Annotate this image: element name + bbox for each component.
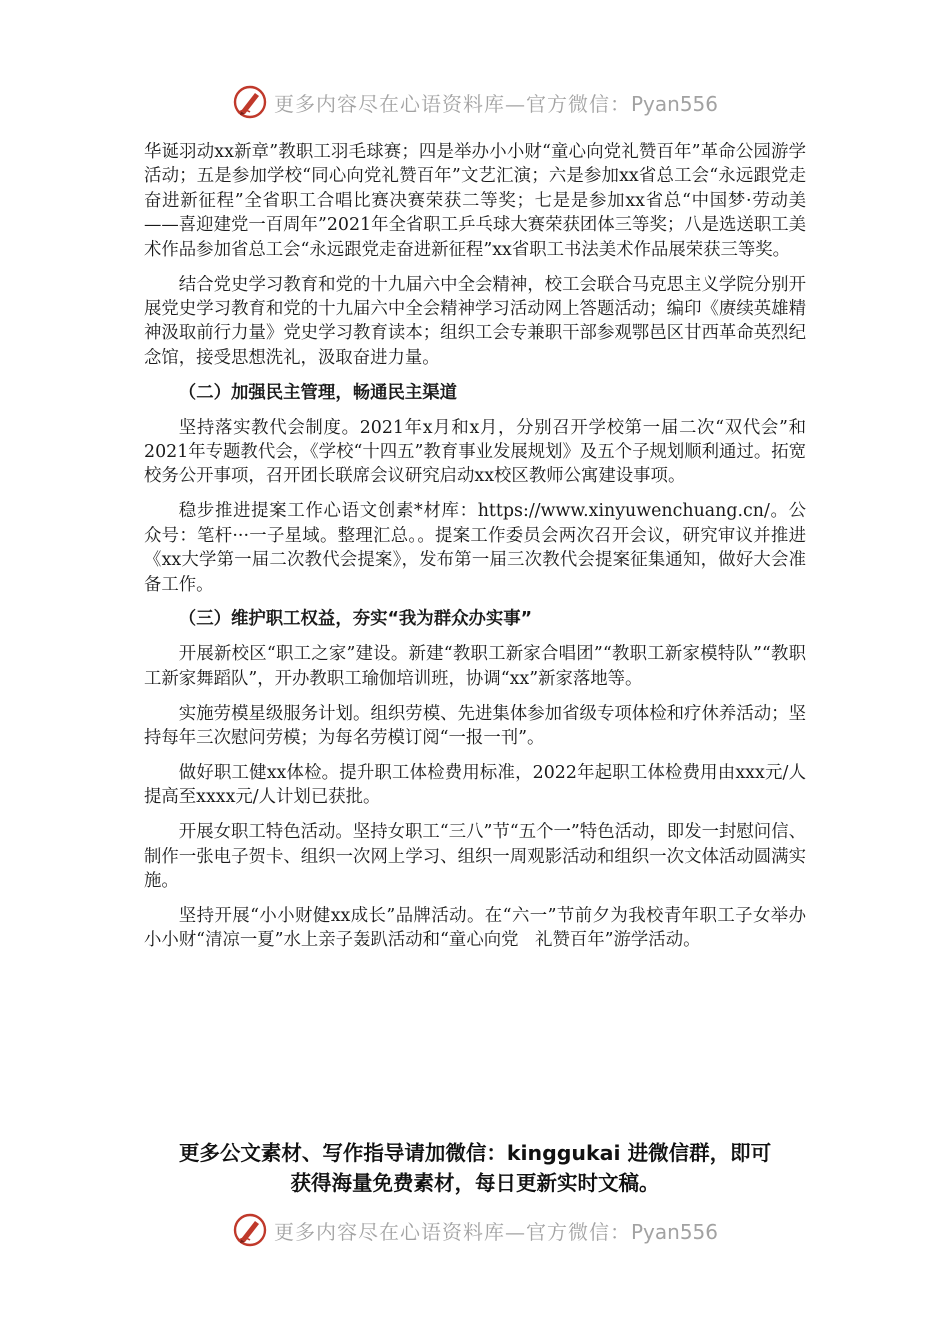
watermark-wechat-id: Pyan556 (630, 91, 718, 116)
section-heading-rights: （三）维护职工权益，夯实“我为群众办实事” (178, 609, 533, 630)
pen-logo-icon (232, 1212, 268, 1248)
document-body (144, 140, 806, 963)
footer-promo-note (100, 1138, 850, 1198)
watermark-text (274, 1216, 718, 1245)
paragraph-health-check: 做好职工健xx体检。提升职工体检费用标准，2022年起职工体检费用由xxx元/人提高至xxxx元/人计划已获批。 (144, 762, 806, 808)
paragraph-congress-system: 坚持落实教代会制度。2021年x月和x月，分别召开学校第一届二次“双代会”和2021年专题教代会，《学校“十四五”教育事业发展规划》及五个子规划顺利通过。拓宽校务公开事项，召开团长联席会议研究启动xx校区教师公寓建设事项。 (144, 417, 807, 487)
pen-logo-icon (232, 84, 268, 120)
paragraph-activities-continued: 华诞羽动xx新章”教职工羽毛球赛；四是举办小小财“童心向党礼赞百年”革命公园游学活动；五是参加学校“同心向党礼赞百年”文艺汇演；六是参加xx省总工会“永远跟党走奋进新征程”全省职工合唱比赛决赛荣获二等奖；七是是参加xx省总“中国梦·劳动美——喜迎建党一百周年”2021年全省职工乒乓球大赛荣获团体三等奖；八是选送职工美术作品参加省总工会“永远跟党走奋进新征程”xx省职工书法美术作品展荣获三等奖。 (144, 142, 806, 260)
watermark-text (274, 88, 718, 117)
section-heading-democratic-management: （二）加强民主管理，畅通民主渠道 (178, 382, 458, 403)
watermark-text-cn: 更多内容尽在心语资料库—官方微信： (273, 91, 631, 116)
paragraph-staff-home: 开展新校区“职工之家”建设。新建“教职工新家合唱团”“教职工新家模特队”“教职工新家舞蹈队”，开办教职工瑜伽培训班，协调“xx”新家落地等。 (144, 644, 806, 689)
paragraph-children-activities: 坚持开展“小小财健xx成长”品牌活动。在“六一”节前夕为我校青年职工子女举办小小财“清凉一夏”水上亲子轰趴活动和“童心向党 礼赞百年”游学活动。 (144, 905, 806, 951)
paragraph-model-workers: 实施劳模星级服务计划。组织劳模、先进集体参加省级专项体检和疗休养活动；坚持每年三次慰问劳模；为每名劳模订阅“一报一刊”。 (144, 703, 806, 749)
paragraph-women-activities: 开展女职工特色活动。坚持女职工“三八”节“五个一”特色活动，即发一封慰问信、制作一张电子贺卡、组织一次网上学习、组织一周观影活动和组织一次文体活动圆满实施。 (144, 822, 806, 892)
paragraph-proposals: 稳步推进提案工作心语文创素*材库：https://www.xinyuwenchuang.cn/。公众号：笔杆···一子星域。整理汇总。。提案工作委员会两次召开会议，研究审议并推进《xx大学第一届二次教代会提案》，发布第一届三次教代会提案征集通知，做好大会准备工作。 (144, 501, 806, 595)
watermark-wechat-id: Pyan556 (630, 1219, 718, 1244)
footer-line-2: 获得海量免费素材，每日更新实时文稿。 (290, 1171, 660, 1195)
footer-watermark (0, 1210, 950, 1250)
paragraph-party-history: 结合党史学习教育和党的十九届六中全会精神，校工会联合马克思主义学院分别开展党史学习教育和党的十九届六中全会精神学习活动网上答题活动；编印《赓续英雄精神汲取前行力量》党史学习教育读本；组织工会专兼职干部参观鄂邑区甘西革命英烈纪念馆，接受思想洗礼，汲取奋进力量。 (144, 274, 806, 368)
watermark-text-cn: 更多内容尽在心语资料库—官方微信： (273, 1219, 631, 1244)
header-watermark (0, 82, 950, 122)
footer-line-1: 更多公文素材、写作指导请加微信：kinggukai 进微信群，即可 (178, 1141, 772, 1165)
